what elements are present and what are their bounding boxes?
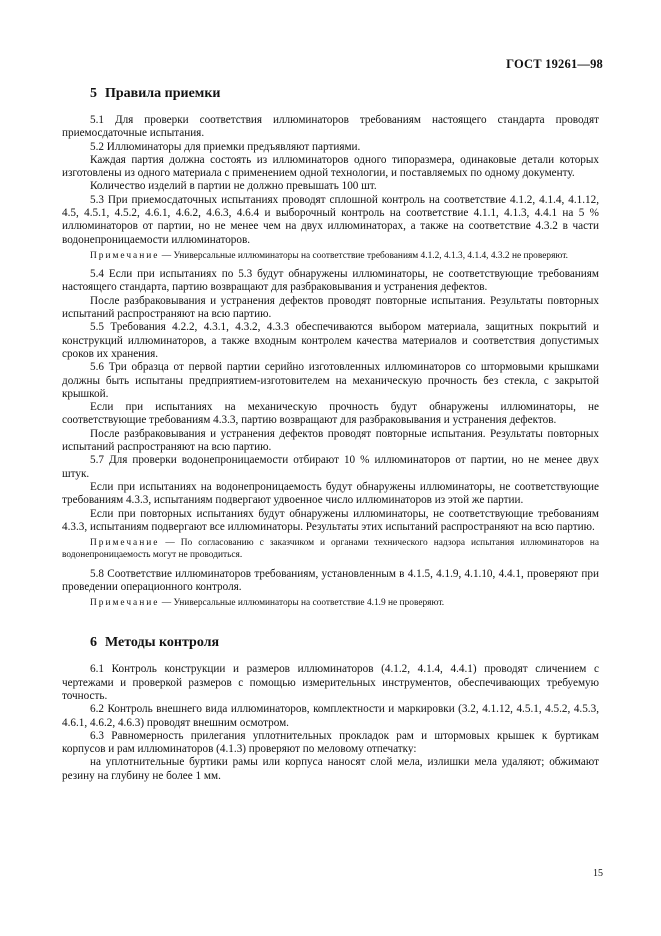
paragraph: на уплотнительные буртики рамы или корпуса наносят слой мела, излишки мела удаляют; обжимают резину на глубину не более 1 мм.: [62, 756, 599, 782]
paragraph: После разбраковывания и устранения дефектов проводят повторные испытания. Результаты повторных испытаний распространяют на всю партию.: [62, 427, 599, 454]
section-5-title: [62, 86, 599, 102]
section-6-title: [62, 635, 599, 651]
paragraph: 5.4 Если при испытаниях по 5.3 будут обнаружены иллюминаторы, не соответствующие требованиям настоящего стандарта, партию возвращают для разбраковывания и устранения дефектов.: [62, 268, 599, 294]
paragraph: 5.7 Для проверки водонепроницаемости отбирают 10 % иллюминаторов от партии, но не менее двух штук.: [62, 454, 599, 480]
paragraph: После разбраковывания и устранения дефектов проводят повторные испытания. Результаты повторных испытаний распространяют на всю партию.: [62, 294, 599, 321]
paragraph: 5.8 Соответствие иллюминаторов требованиям, установленным в 4.1.5, 4.1.9, 4.1.10, 4.4.1, проверяют при проведении операционного контроля.: [62, 567, 599, 593]
note-label: Примечание: [90, 250, 160, 261]
note-text: — По согласованию с заказчиком и органами технического надзора испытания иллюминаторов на водонепроницаемость могут не проводиться.: [62, 538, 599, 561]
note: [62, 250, 599, 262]
content: [62, 86, 599, 783]
paragraph: Если при испытаниях на водонепроницаемость будут обнаружены иллюминаторы, не соответствующие требованиям 4.3.3, испытаниям подвергают удвоенное число иллюминаторов из этой же партии.: [62, 480, 599, 507]
paragraph: 5.2 Иллюминаторы для приемки предъявляют партиями.: [90, 140, 361, 153]
note-label: Примечание: [90, 538, 160, 549]
document-code: ГОСТ 19261—98: [506, 57, 603, 71]
paragraph: 6.3 Равномерность прилегания уплотнительных прокладок рам и штормовых крышек к буртикам корпусов и рам иллюминаторов (4.1.3) проверяют по меловому отпечатку:: [62, 729, 599, 756]
note: [62, 537, 599, 561]
note-text: — Универсальные иллюминаторы на соответствие требованиям 4.1.2, 4.1.3, 4.1.4, 4.3.2 не проверяют.: [159, 250, 569, 261]
note-label: Примечание: [90, 598, 160, 609]
paragraph: 5.5 Требования 4.2.2, 4.3.1, 4.3.2, 4.3.3 обеспечиваются выбором материала, защитных покрытий и конструкций иллюминаторов, а также входным контролем качества материалов и соответствия допустимых сроков их хранения.: [62, 321, 599, 360]
paragraph: Каждая партия должна состоять из иллюминаторов одного типоразмера, одинаковые детали которых изготовлены из одного материала с применением одной технологии, и поставляемых по одному документу.: [62, 153, 599, 180]
paragraph: 6.1 Контроль конструкции и размеров иллюминаторов (4.1.2, 4.1.4, 4.4.1) проводят сличением с чертежами и проверкой размеров с помощью измерительных инструментов, обеспечивающих требуемую точность.: [62, 663, 599, 702]
page-number: 15: [593, 868, 603, 879]
section-title-text: Правила приемки: [105, 86, 221, 101]
section-number: 6: [90, 635, 97, 651]
paragraph: 6.2 Контроль внешнего вида иллюминаторов, комплектности и маркировки (3.2, 4.1.12, 4.5.1, 4.5.2, 4.5.3, 4.6.1, 4.6.2, 4.6.3) проводят внешним осмотром.: [62, 703, 599, 729]
section-title-text: Методы контроля: [105, 635, 220, 651]
note-text: — Универсальные иллюминаторы на соответствие 4.1.9 не проверяют.: [159, 598, 445, 609]
note: [62, 597, 599, 609]
paragraph: Если при повторных испытаниях будут обнаружены иллюминаторы, не соответствующие требованиям 4.3.3, испытаниям подвергают все иллюминаторы. Результаты этих испытаний распространяют на всю партию.: [62, 507, 599, 533]
paragraph: 5.1 Для проверки соответствия иллюминаторов требованиям настоящего стандарта проводят приемосдаточные испытания.: [62, 114, 599, 140]
section-number: 5: [90, 86, 97, 101]
paragraph: 5.3 При приемосдаточных испытаниях проводят сплошной контроль на соответствие 4.1.2, 4.1.4, 4.1.12, 4.5, 4.5.1, 4.5.2, 4.6.1, 4.6.2, 4.6.3, 4.6.4 и выборочный контроль на соответствие 4.1.1, 4.1.3, 4.4.1 на 5 % иллюминаторов от партии, но не менее чем на двух иллюминаторах, а также на соответствие 4.3.2 в части водонепроницаемости иллюминаторов.: [62, 193, 599, 246]
paragraph: Если при испытаниях на механическую прочность будут обнаружены иллюминаторы, не соответствующие требованиям 4.3.3, партию возвращают для разбраковывания и устранения дефектов.: [62, 401, 599, 427]
paragraph: Количество изделий в партии не должно превышать 100 шт.: [90, 180, 377, 193]
paragraph: 5.6 Три образца от первой партии серийно изготовленных иллюминаторов со штормовыми крышками должны быть испытаны предприятием-изготовителем на механическую прочность без стекла, с закрытой крышкой.: [62, 361, 599, 400]
